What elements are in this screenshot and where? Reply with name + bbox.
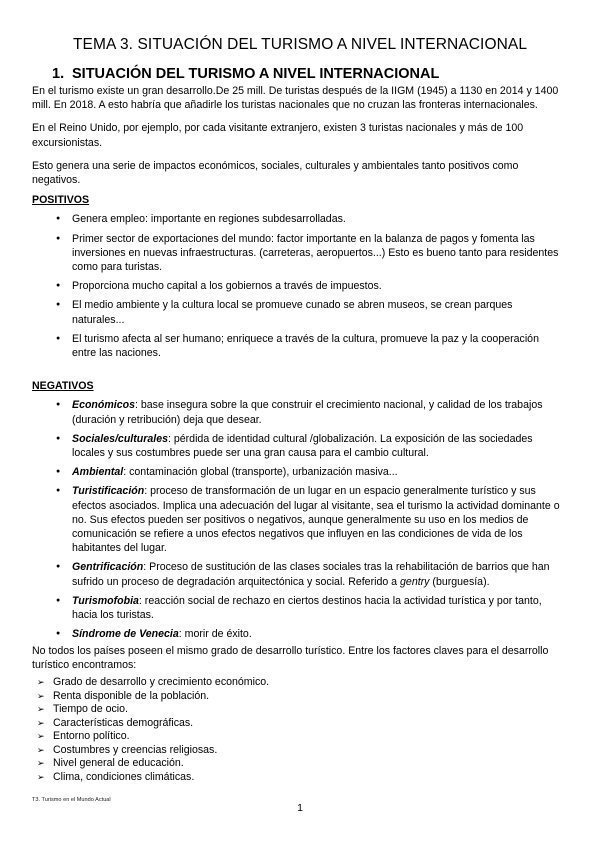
term-definition: Proceso de sustitución de las clases sociales tras la rehabilitación de barrios que han sufrido un proceso de degradación arquitectónica y social. Referido a	[72, 561, 550, 588]
list-item: ● Proporciona mucho capital a los gobiernos a través de impuestos.	[32, 279, 562, 293]
list-item: ● Síndrome de Venecia: morir de éxito.	[32, 627, 562, 641]
term: Turismofobia	[72, 594, 139, 607]
term: Ambiental	[72, 466, 124, 479]
list-item: ● Genera empleo: importante en regiones subdesarrolladas.	[32, 212, 562, 226]
section-heading	[52, 66, 439, 82]
term-definition: contaminación global (transporte), urbanización masiva...	[129, 466, 398, 479]
negativos-list	[32, 398, 562, 641]
list-item: ● Sociales/culturales: pérdida de identidad cultural /globalización. La exposición de las sociedades locales y sus costumbres puede ser una gran causa para el cambio cultural.	[32, 432, 562, 460]
term-emphasis: gentry	[400, 575, 430, 588]
intro-paragraph: En el Reino Unido, por ejemplo, por cada visitante extranjero, existen 3 turistas nacionales y más de 100 excursionistas.	[32, 122, 524, 149]
list-item: ● El medio ambiente y la cultura local se promueve cunado se abren museos, se crean parques naturales...	[32, 298, 562, 326]
term: Turistificación	[72, 485, 145, 498]
list-item: ➢ Renta disponible de la población.	[32, 690, 562, 704]
list-item: ● El turismo afecta al ser humano; enriquece a través de la cultura, promueve la paz y la cooperación entre las naciones.	[32, 332, 562, 360]
section-heading-text: SITUACIÓN DEL TURISMO A NIVEL INTERNACIONAL	[72, 66, 440, 82]
list-item: ● Gentrificación: Proceso de sustitución de las clases sociales tras la rehabilitación de barrios que han sufrido un proceso de degradación arquitectónica y social. Referido a gentry (burguesía).	[32, 560, 562, 588]
term: Económicos	[72, 399, 135, 412]
page-number: 1	[297, 802, 303, 814]
term-definition: pérdida de identidad cultural /globalización. La exposición de las sociedades locales y sus costumbres puede ser una gran causa para el cambio cultural.	[72, 432, 533, 460]
factores-intro: No todos los países poseen el mismo grado de desarrollo turístico. Entre los factores claves para el desarrollo turístico encontramos:	[32, 644, 549, 671]
list-item: ● Ambiental: contaminación global (transporte), urbanización masiva...	[32, 465, 562, 479]
document-body	[32, 84, 562, 785]
positivos-heading: POSITIVOS	[32, 194, 90, 207]
term-definition: proceso de transformación de un lugar en un espacio generalmente turístico y sus efectos asociados. Implica una adecuación del lugar al visitante, sea el turismo la actividad dominante o no. Sus efectos pueden ser positivos o negativos, aunque generalmente su uso en los medios de comunicación se refiere a unos efectos negativos que influyen en las condiciones de vida de los habitantes del lugar.	[72, 485, 560, 555]
term-definition: base insegura sobre la que construir el crecimiento nacional, y calidad de los trabajos (duración y retribución) deja que desear.	[72, 399, 543, 426]
negativos-heading: NEGATIVOS	[32, 380, 94, 393]
term-definition: morir de éxito.	[184, 628, 252, 641]
factores-list	[32, 676, 562, 785]
list-item: ➢ Grado de desarrollo y crecimiento económico.	[32, 676, 562, 690]
page-title: TEMA 3. SITUACIÓN DEL TURISMO A NIVEL INTERNACIONAL	[72, 36, 528, 53]
term-definition: reacción social de rechazo en ciertos destinos hacia la actividad turística y por tanto, hacia los turistas.	[72, 594, 542, 622]
list-item: ● Turistificación: proceso de transformación de un lugar en un espacio generalmente turístico y sus efectos asociados. Implica una adecuación del lugar al visitante, sea el turismo la actividad dominante o no. Sus efectos pueden ser positivos o negativos, aunque generalmente su uso en los medios de comunicación se refiere a unos efectos negativos que influyen en las condiciones de vida de los habitantes del lugar.	[32, 484, 562, 555]
list-item: ➢ Entorno político.	[32, 730, 562, 744]
intro-paragraph: En el turismo existe un gran desarrollo.De 25 mill. De turistas después de la IIGM (1945) a 1130 en 2014 y 1400 mill. En 2018. A esto habría que añadirle los turistas nacionales que no cruzan las fronteras internacionales.	[32, 85, 559, 112]
positivos-list	[32, 212, 562, 360]
list-item: ➢ Clima, condiciones climáticas.	[32, 771, 562, 785]
list-item: ➢ Características demográficas.	[32, 717, 562, 731]
list-item: ➢ Tiempo de ocio.	[32, 703, 562, 717]
term: Sociales/culturales	[72, 432, 168, 445]
section-number: 1.	[52, 66, 65, 82]
list-item: ➢ Nivel general de educación.	[32, 757, 562, 771]
list-item: ● Económicos: base insegura sobre la que construir el crecimiento nacional, y calidad de los trabajos (duración y retribución) deja que desear.	[32, 398, 562, 426]
list-item: ● Primer sector de exportaciones del mundo: factor importante en la balanza de pagos y fomenta las inversiones en nuevas infraestructuras. (carreteras, aeropuertos...) Esto es bueno tanto para residentes como para turistas.	[32, 232, 562, 275]
term: Gentrificación	[72, 561, 144, 574]
intro-paragraph: Esto genera una serie de impactos económicos, sociales, culturales y ambientales tanto positivos como negativos.	[32, 159, 519, 187]
page-footer: T3. Turismo en el Mundo Actual	[32, 797, 111, 803]
list-item: ● Turismofobia: reacción social de rechazo en ciertos destinos hacia la actividad turística y por tanto, hacia los turistas.	[32, 594, 562, 622]
list-item: ➢ Costumbres y creencias religiosas.	[32, 744, 562, 758]
term: Síndrome de Venecia	[72, 628, 179, 641]
